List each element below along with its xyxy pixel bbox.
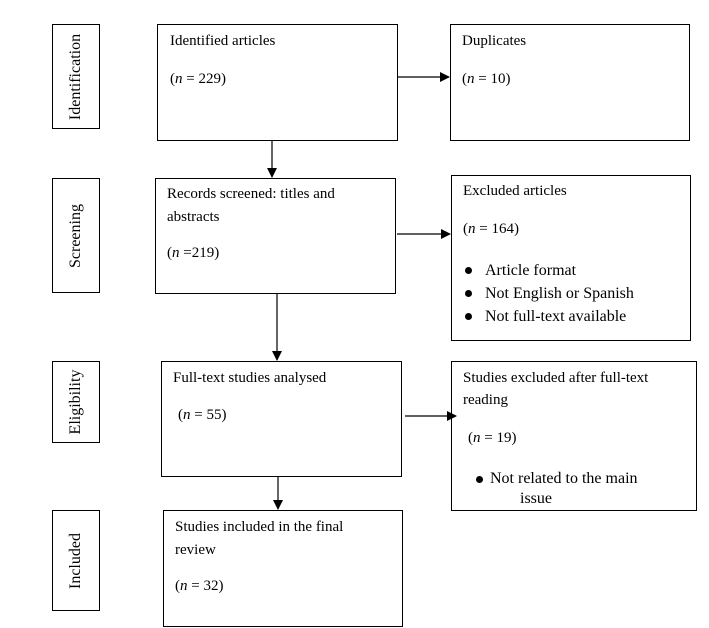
excluded-reason: Not full-text available <box>463 305 634 328</box>
excluded-articles-title: Excluded articles <box>463 183 567 199</box>
duplicates-title: Duplicates <box>462 33 527 49</box>
studies-included-title-line1: Studies included in the final <box>175 519 344 535</box>
stage-included-label: Included <box>67 532 84 589</box>
excluded-reason: Article format <box>463 259 634 282</box>
duplicates-count: (n = 10) <box>462 71 511 87</box>
excluded-after-fulltext-title-line1: Studies excluded after full-text <box>463 370 649 386</box>
records-screened-title-line1: Records screened: titles and <box>167 186 335 202</box>
identified-articles-title: Identified articles <box>170 33 276 49</box>
stage-screening-label: Screening <box>67 203 84 268</box>
stage-identification-label: Identification <box>67 33 84 120</box>
stage-eligibility-label: Eligibility <box>67 369 84 435</box>
records-screened-count: (n =219) <box>167 245 220 261</box>
fulltext-studies-title: Full-text studies analysed <box>173 370 327 386</box>
excluded-after-fulltext-title-line2: reading <box>463 392 508 408</box>
records-screened-title-line2: abstracts <box>167 209 220 225</box>
studies-included-count: (n = 32) <box>175 578 224 594</box>
identified-articles-count: (n = 229) <box>170 71 226 87</box>
studies-included-title-line2: review <box>175 542 216 558</box>
fulltext-studies-count: (n = 55) <box>178 407 227 423</box>
excluded-after-fulltext-count: (n = 19) <box>468 430 517 446</box>
excluded-articles-count: (n = 164) <box>463 221 519 237</box>
excluded-after-fulltext-reason: Not related to the main issue <box>476 469 638 509</box>
excluded-reason: Not English or Spanish <box>463 282 634 305</box>
